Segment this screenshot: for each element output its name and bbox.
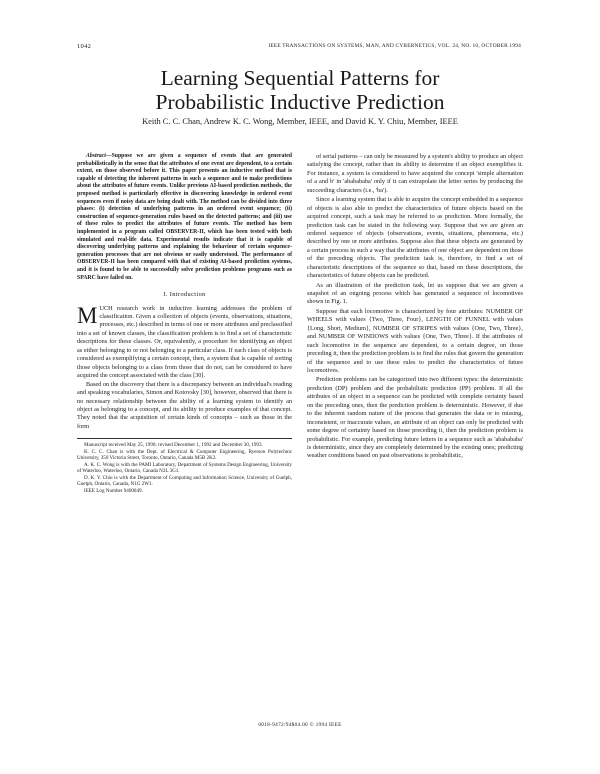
footnote-chiu: D. K. Y. Chiu is with the Department of Computing and Information Science, University of Guelph, Guelph, Ontario, Canada, N1G 2W1.: [77, 474, 292, 488]
footnote-chan: K. C. C. Chan is with the Dept. of Electrical & Computer Engineering, Ryerson Polytechnic University, 350 Victoria Street, Toronto, Ontario, Canada M5B 2K3.: [77, 448, 292, 462]
title-line-1: Learning Sequential Patterns for: [160, 66, 440, 90]
abstract: [77, 153, 292, 282]
right-paragraph-2: Since a learning system that is able to acquire the concept embedded in a sequence of objects is also able to predict the characteristics of future objects based on the acquired concept, such a task may be referred to as prediction. More formally, the prediction task can be stated in the following way. Suppose that we are given an ordered sequence of objects (observations, events, situations, phenomena, etc.) described by one or more attributes. Suppose also that these objects are generated by a certain process in such a way that the attributes of one object are dependent on those of the preceding objects. The prediction task is, therefore, to find a set of characteristic descriptions of the sequence so that, based on these descriptions, the characteristics of future objects can be predicted.: [307, 196, 523, 280]
abstract-lead: Abstract: [86, 153, 106, 159]
right-paragraph-1: of serial patterns – can only be measured by a system's ability to produce an object satisfying the concept, rather than its ability to determine if an object exemplifies it. For instance, a system is considered to have acquired the concept 'simple alternation of a and b' in 'ababababa' only if it can extrapolate the letter series by producing the succeeding characters (i.e., 'ba').: [307, 153, 523, 194]
page-number: 1042: [77, 43, 92, 50]
footnotes: [77, 438, 292, 494]
abstract-text: —Suppose we are given a sequence of events that are generated probabilistically in the sense that the attributes of one event are dependent, to a certain extent, on those observed before it. This paper presents an inductive method that is capable of detecting the inherent patterns in such a sequence and to make predictions about the attributes of future events. Unlike previous AI-based prediction methods, the proposed method is particularly effective in discovering knowledge in ordered event sequences even if noisy data are being dealt with. The method can be divided into three phases: (i) detection of underlying patterns in an ordered event sequence; (ii) construction of sequence-generation rules based on the detected patterns; and (iii) use of these rules to predict the attributes of future events. The method has been implemented in a program called OBSERVER-II, which has been tested with both simulated and real-life data. Experimental results indicate that it is capable of discovering underlying patterns and explaining the behaviour of certain sequence-generation processes that are not obvious or easily understood. The performance of OBSERVER-II has been compared with that of existing AI-based prediction systems, and it is found to be able to successfully solve prediction problems programs such as SPARC have failed on.: [77, 153, 292, 281]
copyright-footer: 0018-9472/94$04.00 © 1994 IEEE: [258, 722, 342, 728]
intro-paragraph-1-text: UCH research work in inductive learning addresses the problem of classification. Given a collection of objects (events, observations, situations, processes, etc.) described in terms of one or more attributes and preclassified into a set of known classes, the classification problem is to find a set of characteristic descriptions for these classes. Or, equivalently, a procedure for identifying an object as either belonging to or not belonging to a particular class. If each class of objects is considered as exemplifying a certain concept, then, a system that is capable of sorting those objects belonging to a class from those that do not, can be considered to have acquired the concept associated with the class [30].: [77, 304, 292, 380]
left-column: [77, 153, 292, 494]
footnote-wong: A. K. C. Wong is with the PAMI Laboratory, Department of Systems Design Engineering, University of Waterloo, Waterloo, Ontario, Canada N2L 3G1.: [77, 461, 292, 475]
footnote-received: Manuscript received May 25, 1990; revised December 1, 1992 and December 30, 1993.: [84, 442, 263, 449]
intro-paragraph-1: [77, 302, 292, 381]
paper-title: [0, 66, 600, 114]
author-list: Keith C. C. Chan, Andrew K. C. Wong, Member, IEEE, and David K. Y. Chiu, Member, IEEE: [142, 117, 458, 126]
intro-paragraph-2: Based on the discovery that there is a discrepancy between an individual's reading and speaking vocabularies, Simon and Kotovsky [30], however, observed that there is no necessary relationship between the ability of a learning system to identify an object as belonging to a concept, and its ability to produce examples of that concept. They noted that the acquisition of certain kinds of concepts – such as those in the form: [77, 380, 292, 430]
section-heading-introduction: I. Introduction: [163, 291, 206, 299]
title-line-2: Probabilistic Inductive Prediction: [155, 90, 445, 114]
right-paragraph-5: Prediction problems can be categorized into two different types: the deterministic prediction (DP) problem and the probabilistic prediction (PP) problem. If all the attributes of an object in a sequence can be predicted with complete certainty based on the preceding ones, then the prediction problem is deterministic. However, if due to the inherent random nature of the process that generates the data or to missing, inconsistent, or inaccurate values, an attribute of an object can only be predicted with some degree of certainty based on those preceding it, then the prediction problem is probabilistic. For example, predicting future letters in a sequence such as 'ababababa' is deterministic, since they are completely determined by the existing ones; predicting weather conditions based on past observations is probabilistic,: [307, 376, 523, 460]
right-paragraph-3: As an illustration of the prediction task, let us suppose that we are given a snapshot of an ongoing process which has generated a sequence of locomotives shown in Fig. 1.: [307, 281, 523, 306]
footnote-log-number: IEEE Log Number 9400049.: [84, 487, 143, 494]
right-column: [307, 153, 523, 462]
running-header: IEEE TRANSACTIONS ON SYSTEMS, MAN, AND CYBERNETICS, VOL. 24, NO. 10, OCTOBER 1994: [268, 43, 521, 49]
right-paragraph-4: Suppose that each locomotive is characterized by four attributes: NUMBER OF WHEELS with values {Two, Three, Four}, LENGTH OF FUNNEL with values {Long, Short, Medium}, NUMBER OF STRIPES with values {One, Two, Three}, and NUMBER OF WINDOWS with values {One, Two, Three}. If the attributes of each locomotive in the sequence are dependent, to a certain degree, on those preceding it, then the prediction problem is to find the rules that govern the generation of the sequence and to use these rules to predict the characteristics of future locomotives.: [307, 307, 523, 374]
drop-cap: M: [77, 302, 98, 328]
